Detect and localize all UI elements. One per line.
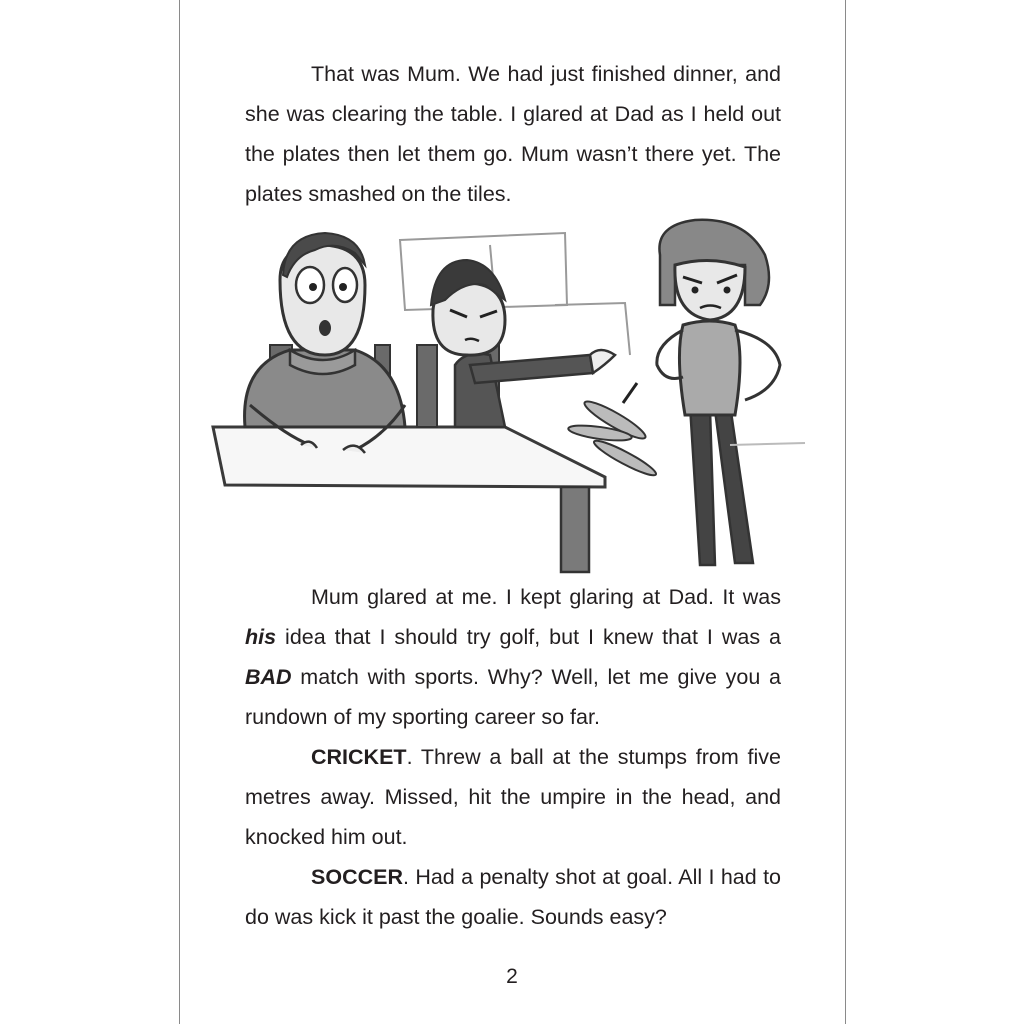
floor-line xyxy=(730,443,805,445)
soccer-label: SOCCER xyxy=(311,865,403,889)
paragraph-plates: That was Mum. We had just finished dinner, and she was clearing the table. I glared at Dad as I held out the plates then let them go. Mum wasn’t there yet. The plates smashed on the tiles. xyxy=(245,62,781,206)
mum-emphasis-bad: BAD xyxy=(245,665,292,689)
dad-figure xyxy=(245,233,405,453)
top-text-block xyxy=(245,54,781,214)
mum-text-3: match with sports. Why? Well, let me give you a rundown of my sporting career so far. xyxy=(245,665,781,729)
cricket-label: CRICKET xyxy=(311,745,407,769)
soccer-text: . Had a penalty shot at goal. All I had to do was kick it past the goalie. Sounds easy? xyxy=(245,865,781,929)
family-dinner-illustration xyxy=(205,205,815,580)
paragraph-cricket xyxy=(245,737,781,857)
paragraph-soccer xyxy=(245,857,781,937)
bottom-text-block xyxy=(245,577,781,937)
mum-figure xyxy=(657,220,780,565)
mum-text-1: Mum glared at me. I kept glaring at Dad. It was xyxy=(311,585,781,609)
page-number: 2 xyxy=(506,965,518,988)
table xyxy=(213,427,605,572)
paragraph-mum-glared xyxy=(245,577,781,737)
cricket-text: . Threw a ball at the stumps from five metres away. Missed, hit the umpire in the head, and knocked him out. xyxy=(245,745,781,849)
mum-text-2: idea that I should try golf, but I knew that I was a xyxy=(276,625,781,649)
mum-emphasis-his: his xyxy=(245,625,277,649)
